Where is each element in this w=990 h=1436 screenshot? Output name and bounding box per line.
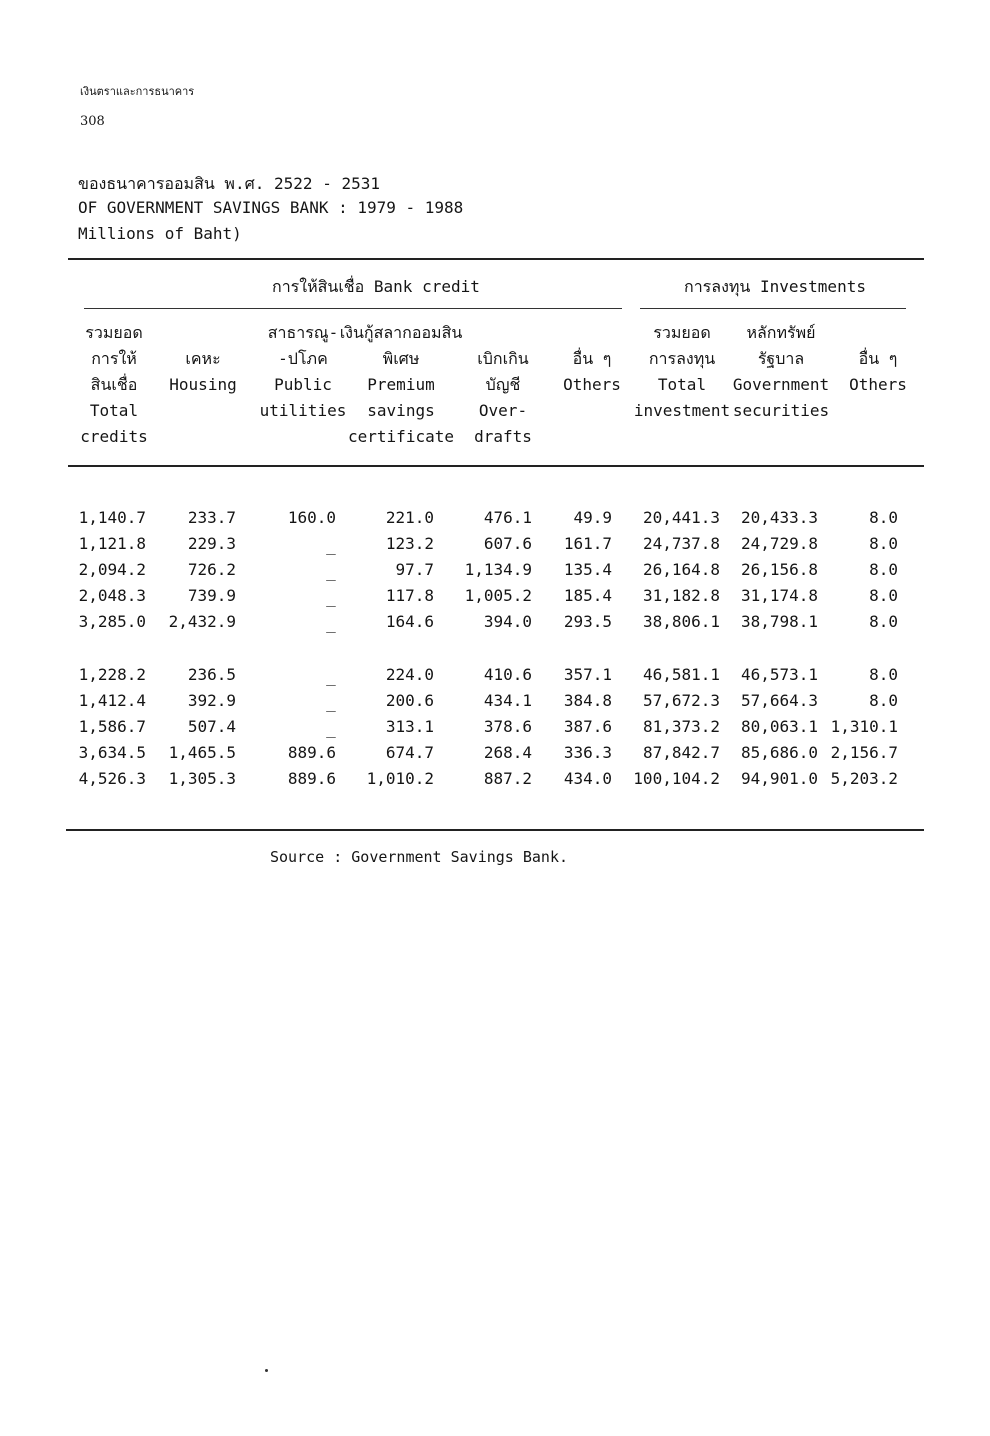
table-cell: 2,094.2 (78, 560, 146, 579)
table-cell: 123.2 (385, 534, 434, 553)
table-cell: 1,134.9 (464, 560, 532, 579)
table-cell: 236.5 (187, 665, 236, 684)
table-cell: 57,672.3 (642, 691, 720, 710)
table-cell: 38,798.1 (740, 612, 818, 631)
table-cell: 434.0 (563, 769, 612, 788)
table-cell: 117.8 (385, 586, 434, 605)
column-header-english: Others (563, 375, 621, 394)
table-cell: 24,737.8 (642, 534, 720, 553)
table-cell: 20,441.3 (642, 508, 720, 527)
table-cell: 185.4 (563, 586, 612, 605)
table-cell: 394.0 (483, 612, 532, 631)
table-cell: 87,842.7 (642, 743, 720, 762)
column-header (552, 320, 632, 398)
group-investments: การลงทุน Investments (684, 277, 866, 296)
table-cell: 607.6 (483, 534, 532, 553)
table-cell: 887.2 (483, 769, 532, 788)
table-cell: 2,432.9 (168, 612, 236, 631)
table-cell: 357.1 (563, 665, 612, 684)
column-header-english: Total investment (633, 375, 731, 420)
table-cell: 387.6 (563, 717, 612, 736)
table-cell: 46,581.1 (642, 665, 720, 684)
table-cell: _ (326, 536, 336, 555)
table-cell: _ (326, 693, 336, 712)
column-header-thai: สาธารณู- -ปโภค (267, 323, 339, 368)
table-cell: 26,164.8 (642, 560, 720, 579)
table-cell: 8.0 (869, 612, 898, 631)
running-title: เงินตราและการธนาคาร (80, 85, 195, 98)
table-cell: 49.9 (573, 508, 612, 527)
table-cell: 434.1 (483, 691, 532, 710)
table-cell: 8.0 (869, 691, 898, 710)
column-header (74, 320, 154, 450)
source-note: Source : Government Savings Bank. (270, 848, 569, 866)
table-cell: 739.9 (187, 586, 236, 605)
column-header-thai: เบิกเกิน บัญชี (477, 349, 529, 394)
table-cell: _ (326, 614, 336, 633)
table-cell: 161.7 (563, 534, 612, 553)
table-cell: 476.1 (483, 508, 532, 527)
column-header-english: Government securities (732, 375, 830, 420)
table-cell: 8.0 (869, 560, 898, 579)
table-cell: 8.0 (869, 586, 898, 605)
column-header-thai: เคหะ (185, 349, 221, 368)
table-cell: 2,156.7 (830, 743, 898, 762)
table-cell: 2,048.3 (78, 586, 146, 605)
table-cell: 200.6 (385, 691, 434, 710)
table-cell: 410.6 (483, 665, 532, 684)
table-cell: 726.2 (187, 560, 236, 579)
table-cell: 1,010.2 (366, 769, 434, 788)
column-header-english: Premium savings certificate (348, 375, 454, 446)
table-cell: 224.0 (385, 665, 434, 684)
bank-credit-rule (84, 308, 622, 309)
table-cell: 229.3 (187, 534, 236, 553)
column-header-thai: หลักทรัพย์ รัฐบาล (746, 323, 816, 368)
table-cell: 378.6 (483, 717, 532, 736)
column-header-thai: รวมยอด การให้ สินเชื่อ (85, 323, 143, 394)
table-cell: 889.6 (287, 769, 336, 788)
table-cell: 31,174.8 (740, 586, 818, 605)
column-header (838, 320, 918, 398)
table-cell: _ (326, 562, 336, 581)
table-cell: 1,305.3 (168, 769, 236, 788)
table-cell: _ (326, 588, 336, 607)
bottom-rule (66, 829, 924, 831)
table-cell: 8.0 (869, 534, 898, 553)
table-cell: 8.0 (869, 508, 898, 527)
table-cell: 46,573.1 (740, 665, 818, 684)
column-header (158, 320, 248, 398)
table-cell: 160.0 (287, 508, 336, 527)
column-header-english: Housing (169, 375, 237, 394)
table-cell: 164.6 (385, 612, 434, 631)
table-cell: 24,729.8 (740, 534, 818, 553)
table-cell: 80,063.1 (740, 717, 818, 736)
table-title-english: OF GOVERNMENT SAVINGS BANK : 1979 - 1988 (78, 198, 464, 217)
investments-rule (640, 308, 906, 309)
table-cell: 3,285.0 (78, 612, 146, 631)
table-cell: 392.9 (187, 691, 236, 710)
column-header-thai: รวมยอด การลงทุน (648, 323, 716, 368)
table-cell: 1,586.7 (78, 717, 146, 736)
table-cell: 31,182.8 (642, 586, 720, 605)
table-cell: 94,901.0 (740, 769, 818, 788)
table-cell: 81,373.2 (642, 717, 720, 736)
page-number: 308 (80, 114, 105, 129)
table-cell: 1,005.2 (464, 586, 532, 605)
table-cell: 1,121.8 (78, 534, 146, 553)
top-rule (68, 258, 924, 260)
column-header (627, 320, 737, 424)
column-header-thai: เงินกู้สลากออมสิน พิเศษ (339, 323, 463, 368)
table-cell: 1,310.1 (830, 717, 898, 736)
table-cell: 85,686.0 (740, 743, 818, 762)
table-cell: 221.0 (385, 508, 434, 527)
table-cell: 1,228.2 (78, 665, 146, 684)
table-cell: 38,806.1 (642, 612, 720, 631)
table-cell: 8.0 (869, 665, 898, 684)
table-cell: 4,526.3 (78, 769, 146, 788)
column-header-english: Others (849, 375, 907, 394)
table-title-thai: ของธนาคารออมสิน พ.ศ. 2522 - 2531 (78, 174, 380, 193)
table-cell: 233.7 (187, 508, 236, 527)
table-cell: 889.6 (287, 743, 336, 762)
column-header-english: Public utilities (259, 375, 347, 420)
table-cell: 268.4 (483, 743, 532, 762)
table-cell: 674.7 (385, 743, 434, 762)
table-cell: 1,140.7 (78, 508, 146, 527)
table-unit: Millions of Baht) (78, 224, 242, 243)
table-cell: 293.5 (563, 612, 612, 631)
table-cell: 57,664.3 (740, 691, 818, 710)
column-header (726, 320, 836, 424)
table-cell: 20,433.3 (740, 508, 818, 527)
table-cell: 384.8 (563, 691, 612, 710)
table-cell: 26,156.8 (740, 560, 818, 579)
stray-dot (265, 1369, 268, 1372)
table-cell: _ (326, 719, 336, 738)
table-cell: 5,203.2 (830, 769, 898, 788)
table-cell: 313.1 (385, 717, 434, 736)
column-header-english: Total credits (80, 401, 148, 446)
table-cell: 336.3 (563, 743, 612, 762)
table-cell: 135.4 (563, 560, 612, 579)
table-cell: 1,412.4 (78, 691, 146, 710)
table-cell: 3,634.5 (78, 743, 146, 762)
group-bank-credit: การให้สินเชื่อ Bank credit (272, 277, 480, 296)
column-header-english: Over- drafts (474, 401, 532, 446)
table-cell: _ (326, 667, 336, 686)
column-header-thai: อื่น ๆ (572, 349, 612, 368)
table-cell: 1,465.5 (168, 743, 236, 762)
header-bottom-rule (68, 465, 924, 467)
table-cell: 97.7 (395, 560, 434, 579)
column-header-thai: อื่น ๆ (858, 349, 898, 368)
table-cell: 100,104.2 (633, 769, 720, 788)
column-header (463, 320, 543, 450)
table-cell: 507.4 (187, 717, 236, 736)
column-header (331, 320, 471, 450)
